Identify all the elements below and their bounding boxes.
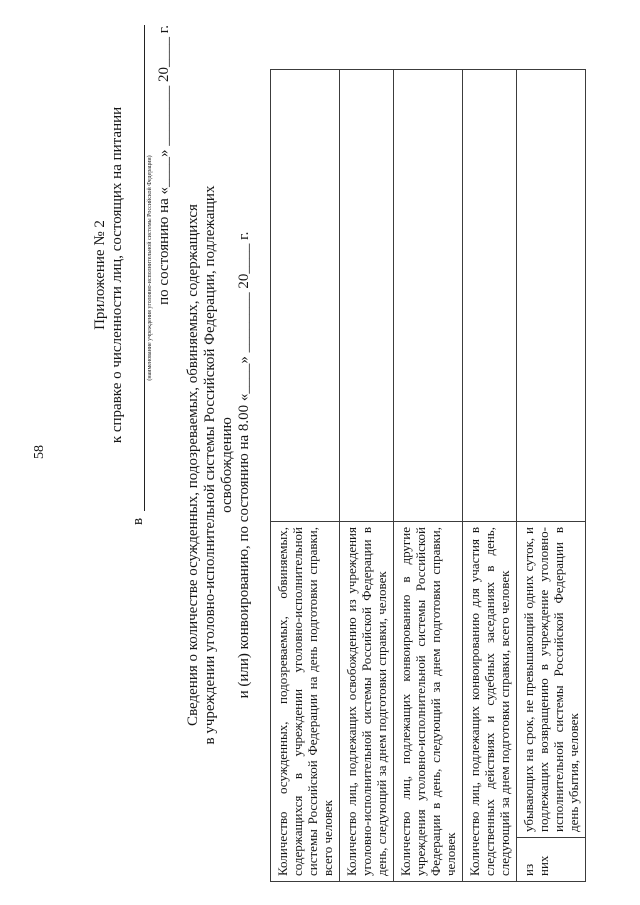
institution-hint: (наименование учреждения уголовно-исполнительной системы Российской Федерации): [147, 155, 153, 381]
appendix-as-of-date: по состоянию на «____» ________ 20____ г.: [156, 25, 172, 305]
row-label: Количество осужденных, подозреваемых, обвиняемых, содержащихся в учреждении уголовно-исполнительной системы Российской Федерации на день подготовки справки, всего человек: [271, 522, 340, 882]
row-value: [340, 70, 394, 522]
institution-prefix: в: [130, 517, 146, 525]
data-table: [270, 69, 586, 882]
table-row: [271, 70, 340, 882]
row-value: [271, 70, 340, 522]
appendix-subtitle: к справке о численности лиц, состоящих на питании: [109, 106, 125, 444]
table-sub-row: [517, 70, 586, 882]
heading-line-1: Сведения о количестве осужденных, подозреваемых, обвиняемых, содержащихся: [185, 204, 201, 726]
appendix-block: [92, 25, 172, 525]
row-label: Количество лиц, подлежащих конвоированию в другие учреждения уголовно-исполнительной системы Российской Федерации в день, следующий за днем подготовки справки, человек: [394, 522, 463, 882]
sub-row-prefix: из них: [517, 838, 586, 882]
heading-line-3: и (или) конвоированию, по состоянию на 8.00 «____» ________ 20____ г.: [236, 231, 252, 699]
institution-blank-line: [144, 25, 145, 511]
table-row: [394, 70, 463, 882]
institution-row: [130, 25, 146, 525]
sub-row-label: убывающих на срок, не превышающий одних суток, и подлежащих возвращению в учреждение уголовно-исполнительной системы Российской Федерации в день убытия, человек: [517, 522, 586, 838]
row-value: [394, 70, 463, 522]
heading-line-2: в учреждении уголовно-исполнительной системы Российской Федерации, подлежащих освобождению: [202, 185, 235, 745]
form-heading: [185, 185, 253, 745]
sub-row-value: [517, 70, 586, 522]
appendix-title: Приложение № 2: [92, 220, 108, 330]
row-label: Количество лиц, подлежащих освобождению из учреждения уголовно-исполнительной системы Российской Федерации в день, следующий за днем подготовки справки, человек: [340, 522, 394, 882]
table-row: [340, 70, 394, 882]
page-number: 58: [32, 445, 47, 459]
row-label: Количество лиц, подлежащих конвоированию для участия в следственных действиях и судебных заседаниях в день, следующий за днем подготовки справки, всего человек: [463, 522, 517, 882]
table-row: [463, 70, 517, 882]
row-value: [463, 70, 517, 522]
